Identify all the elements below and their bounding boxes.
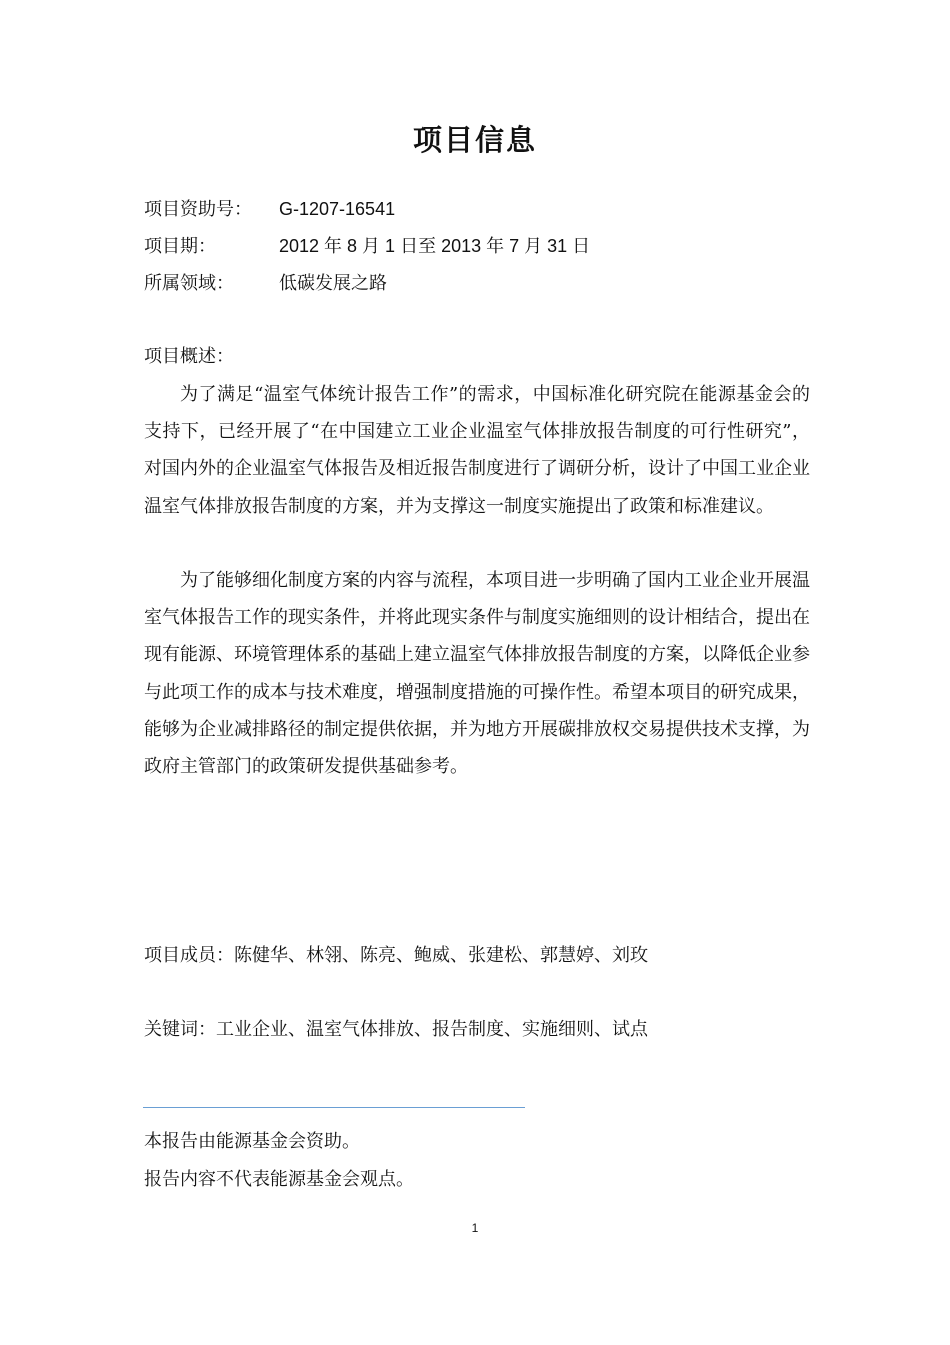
overview-paragraph-1: 为了满足“温室气体统计报告工作”的需求，中国标准化研究院在能源基金会的支持下，已经开展了“在中国建立工业企业温室气体排放报告制度的可行性研究”，对国内外的企业温室气体报告及相近报告制度进行了调研分析，设计了中国工业企业温室气体排放报告制度的方案，并为支撑这一制度实施提出了政策和标准建议。 xyxy=(144,384,810,517)
project-period-value: 2012 年 8 月 1 日至 2013 年 7 月 31 日 xyxy=(279,236,591,256)
project-field-row xyxy=(144,270,387,297)
grant-number-label: 项目资助号： xyxy=(144,199,252,220)
project-members: 项目成员：陈健华、林翎、陈亮、鲍威、张建松、郭慧婷、刘玫 xyxy=(144,945,648,966)
grant-number-value: G-1207-16541 xyxy=(279,199,396,219)
footnote-funding: 本报告由能源基金会资助。 xyxy=(144,1131,360,1152)
footnote-disclaimer: 报告内容不代表能源基金会观点。 xyxy=(144,1169,414,1190)
project-period-label: 项目期： xyxy=(144,236,216,257)
project-period-row xyxy=(144,233,590,260)
grant-number-row xyxy=(144,196,395,223)
project-field-value: 低碳发展之路 xyxy=(279,273,387,293)
overview-label: 项目概述： xyxy=(144,346,234,367)
footnote-separator xyxy=(143,1107,525,1108)
page-title: 项目信息 xyxy=(412,123,537,157)
project-field-label: 所属领域： xyxy=(144,273,234,294)
overview-paragraph-2: 为了能够细化制度方案的内容与流程，本项目进一步明确了国内工业企业开展温室气体报告工作的现实条件，并将此现实条件与制度实施细则的设计相结合，提出在现有能源、环境管理体系的基础上建立温室气体排放报告制度的方案，以降低企业参与此项工作的成本与技术难度，增强制度措施的可操作性。希望本项目的研究成果，能够为企业减排路径的制定提供依据，并为地方开展碳排放权交易提供技术支撑，为政府主管部门的政策研发提供基础参考。 xyxy=(144,570,810,778)
page-number: 1 xyxy=(471,1221,479,1235)
keywords: 关键词：工业企业、温室气体排放、报告制度、实施细则、试点 xyxy=(144,1019,648,1040)
